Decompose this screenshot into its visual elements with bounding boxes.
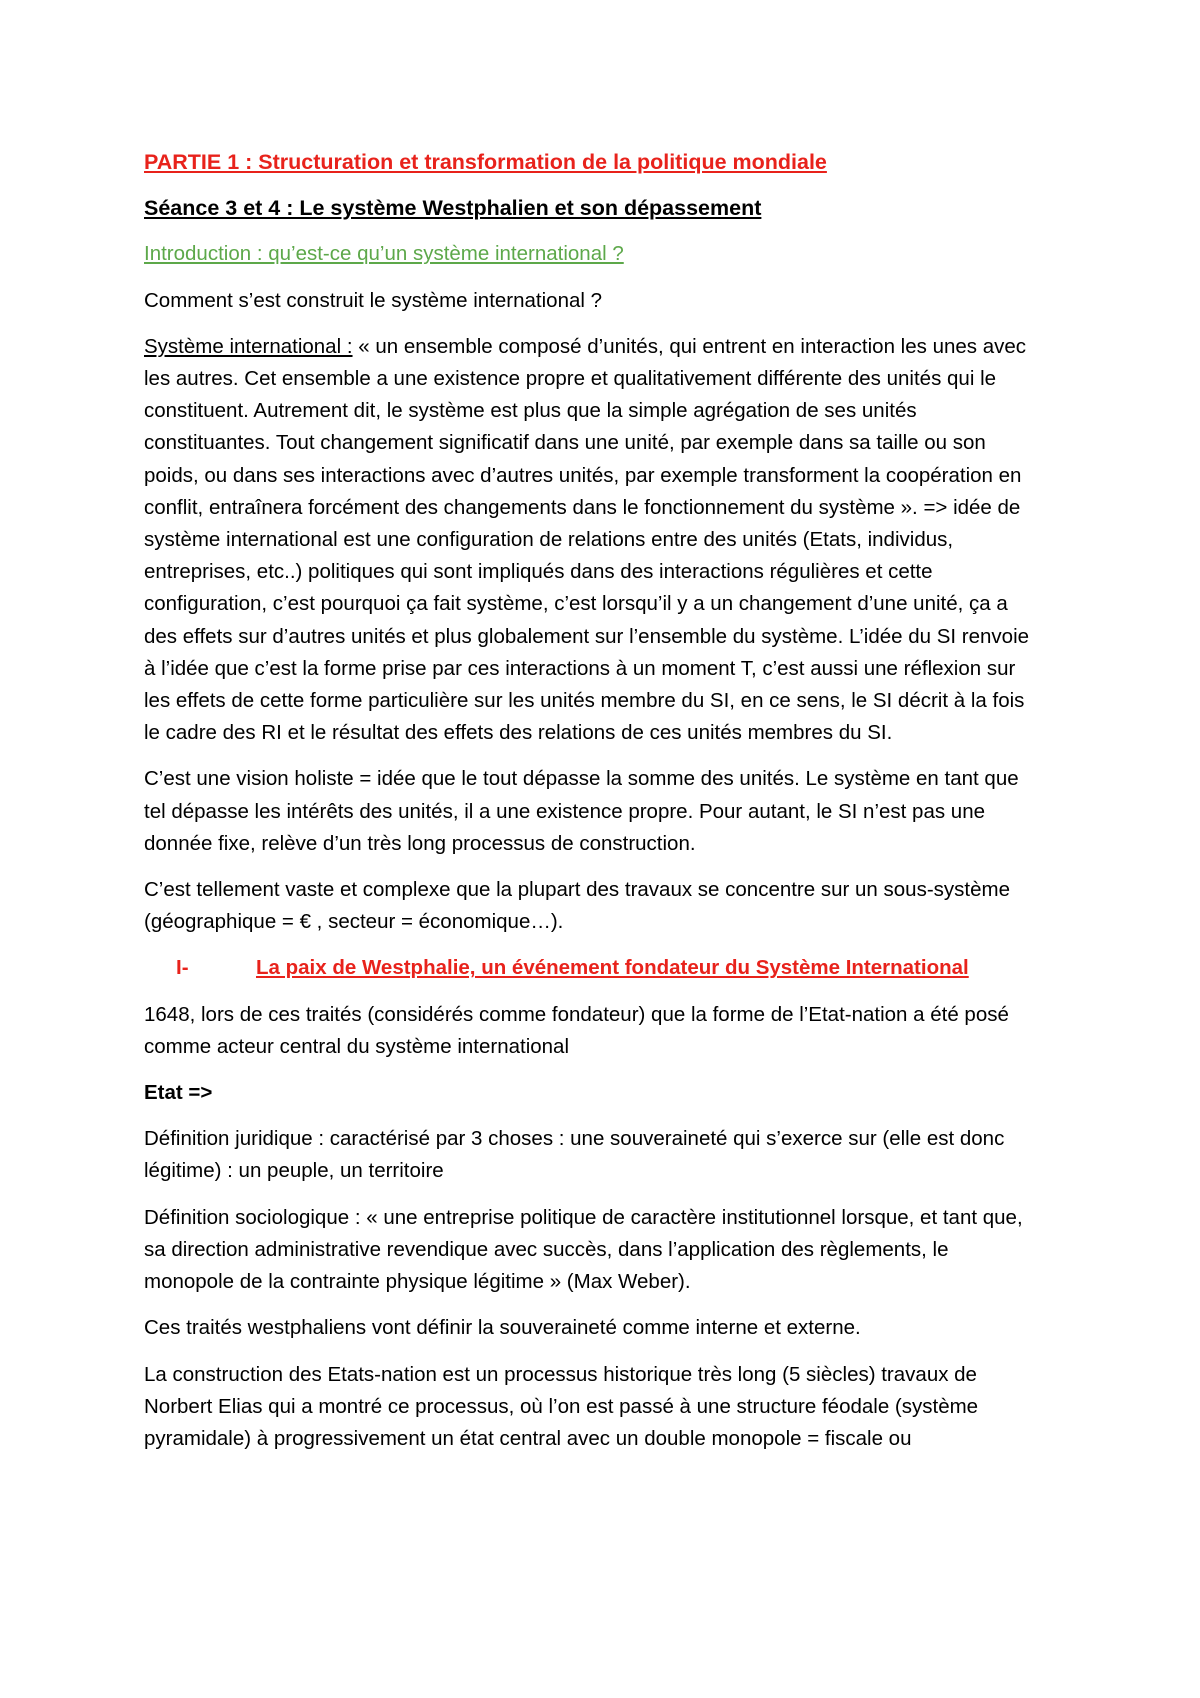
definition-juridique-paragraph: Définition juridique : caractérisé par 3 choses : une souveraineté qui s’exerce sur (elle est donc légitime) : un peuple, un territoire xyxy=(144,1127,1005,1183)
document-body xyxy=(144,146,1044,1469)
question-paragraph: Comment s’est construit le système international ? xyxy=(144,288,603,312)
holiste-paragraph: C’est une vision holiste = idée que le tout dépasse la somme des unités. Le système en tant que tel dépasse les intérêts des unités, il a une existence propre. Pour autant, le SI n’est pas une donnée fixe, relève d’un très long processus de construction. xyxy=(144,767,1019,855)
seance-heading: Séance 3 et 4 : Le système Westphalien et son dépassement xyxy=(144,196,762,221)
section-1-title: La paix de Westphalie, un événement fondateur du Système International xyxy=(256,956,969,980)
construction-paragraph: La construction des Etats-nation est un processus historique très long (5 siècles) travaux de Norbert Elias qui a montré ce processus, où l’on est passé à une structure féodale (système pyramidale) à progressivement un état central avec un double monopole = fiscale ou xyxy=(144,1362,979,1450)
paragraph-1648: 1648, lors de ces traités (considérés comme fondateur) que la forme de l’Etat-nation a été posé comme acteur central du système international xyxy=(144,1002,1009,1058)
introduction-heading: Introduction : qu’est-ce qu’un système international ? xyxy=(144,242,624,266)
section-1-heading xyxy=(144,952,1044,984)
vaste-paragraph: C’est tellement vaste et complexe que la plupart des travaux se concentre sur un sous-système (géographique = € , secteur = économique…). xyxy=(144,878,1010,934)
definition-sociologique-paragraph: Définition sociologique : « une entreprise politique de caractère institutionnel lorsque, et tant que, sa direction administrative revendique avec succès, dans l’application des règlements, le monopole de la contrainte physique légitime » (Max Weber). xyxy=(144,1205,1023,1294)
partie-heading: PARTIE 1 : Structuration et transformation de la politique mondiale xyxy=(144,150,827,174)
traites-paragraph: Ces traités westphaliens vont définir la souveraineté comme interne et externe. xyxy=(144,1316,861,1340)
systeme-international-paragraph xyxy=(144,331,1044,750)
etat-label: Etat => xyxy=(144,1081,213,1105)
section-1-number: I- xyxy=(176,956,189,980)
si-definition-label: Système international : xyxy=(144,334,353,358)
si-definition-body: « un ensemble composé d’unités, qui entrent en interaction les unes avec les autres. Cet ensemble a une existence propre et qualitativement différente des unités qui le constituent. Autrement dit, le système est plus que la simple agrégation de ses unités constituantes. Tout changement significatif dans une unité, par exemple dans sa taille ou son poids, ou dans ses interactions avec d’autres unités, par exemple transforment la coopération en conflit, entraînera forcément des changements dans le fonctionnement du système ». => idée de système international est une configuration de relations entre des unités (Etats, individus, entreprises, etc..) politiques qui sont impliqués dans des interactions régulières et cette configuration, c’est pourquoi ça fait système, c’est lorsqu’il y a un changement d’une unité, ça a des effets sur d’autres unités et plus globalement sur l’ensemble du système. L’idée du SI renvoie à l’idée que c’est la forme prise par ces interactions à un moment T, c’est aussi une réflexion sur les effets de cette forme particulière sur les unités membre du SI, en ce sens, le SI décrit à la fois le cadre des RI et le résultat des effets des relations de ces unités membres du SI. xyxy=(144,334,1030,745)
